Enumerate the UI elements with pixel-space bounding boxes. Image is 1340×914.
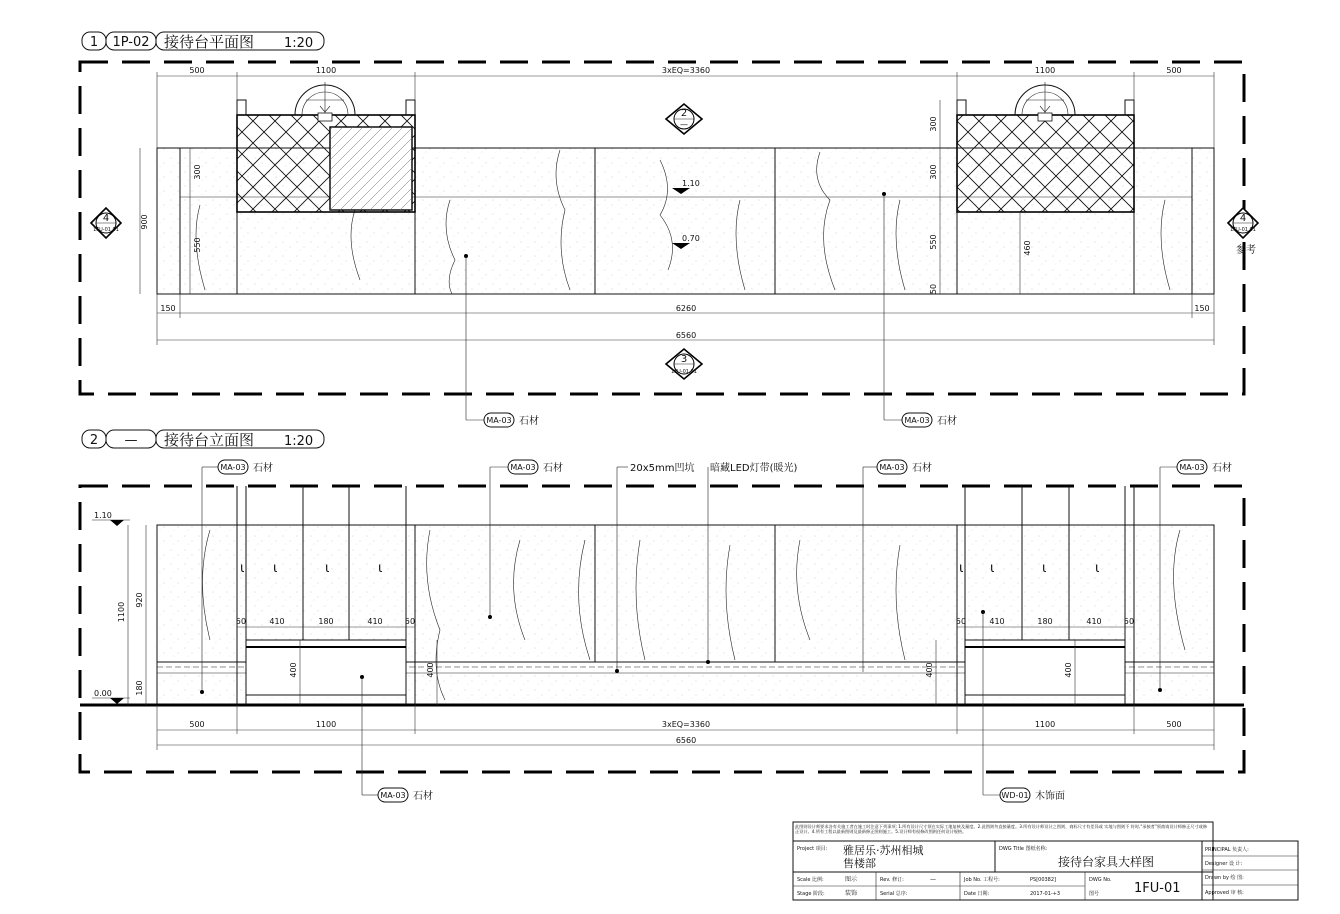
title-project-line1: 雅居乐·苏州相城 bbox=[843, 844, 924, 857]
elev-bottom-label-1-code: MA-03 bbox=[380, 791, 406, 800]
break-mark: ι bbox=[273, 561, 278, 576]
plan-title: 接待台平面图 bbox=[164, 33, 255, 51]
title-stage-label: Stage 阶段: bbox=[797, 891, 825, 897]
elev-dim-bottom-2: 1100 bbox=[315, 720, 337, 729]
elev-drawer-dim-left-2: 410 bbox=[269, 617, 285, 626]
plan-left-glass-hatch bbox=[330, 127, 412, 210]
elev-bottom-label-1-text: 石材 bbox=[413, 791, 433, 802]
title-scale-value: 图示 bbox=[845, 876, 858, 883]
plan-callout-right bbox=[1228, 208, 1258, 238]
elev-top-label-5-code: MA-03 bbox=[879, 463, 905, 472]
elev-drawer-dim-right-3: 180 bbox=[1037, 617, 1053, 626]
plan-dim-inner-total: 6260 bbox=[675, 304, 697, 313]
plan-dim-height: 900 bbox=[140, 214, 149, 230]
plan-callout-top-no: 2 bbox=[680, 108, 688, 119]
plan-dim-top-5: 500 bbox=[1166, 66, 1182, 75]
plan-callout-top bbox=[666, 104, 702, 134]
elev-drawer-dim-left-3: 180 bbox=[318, 617, 334, 626]
elev-dim-bottom-3: 3xEQ=3360 bbox=[661, 720, 711, 729]
plan-dim-top-2: 1100 bbox=[315, 66, 337, 75]
title-approved-label: Approved 审 核: bbox=[1205, 890, 1244, 896]
plan-level-lower: 0.70 bbox=[682, 234, 700, 243]
elev-dim-total: 6560 bbox=[675, 736, 697, 745]
elev-level-top-marker bbox=[110, 520, 124, 526]
break-mark: ι bbox=[240, 561, 245, 576]
elev-left-drawer bbox=[246, 640, 406, 695]
elev-dim-400-b: 400 bbox=[426, 662, 435, 678]
plan-dim-total: 6560 bbox=[675, 331, 697, 340]
plan-callout-bottom-ref: 1FU-01.01 bbox=[671, 369, 697, 375]
plan-dim-right-300b: 300 bbox=[929, 164, 938, 180]
plan-scale: 1:20 bbox=[284, 36, 314, 51]
elev-scale: 1:20 bbox=[284, 434, 314, 449]
plan-dim-top-3: 3xEQ=3360 bbox=[661, 66, 711, 75]
elev-top-label-3-text: 20x5mm凹坑 bbox=[630, 463, 695, 474]
title-scale-label: Scale 比例: bbox=[797, 877, 824, 883]
elev-dim-920: 920 bbox=[135, 592, 144, 608]
plan-dim-left-300: 300 bbox=[193, 164, 202, 180]
elev-drawer-dim-right-1: 50 bbox=[955, 617, 967, 626]
elev-drawer-dim-right-4: 410 bbox=[1086, 617, 1102, 626]
plan-dim-left-550: 550 bbox=[193, 237, 202, 253]
elev-top-label-5-text: 石材 bbox=[912, 463, 932, 474]
title-block bbox=[793, 822, 1298, 900]
title-stage-value: 装饰 bbox=[845, 890, 858, 897]
plan-material-2-text: 石材 bbox=[937, 416, 957, 427]
plan-callout-left-ref: 1FU-01.01 bbox=[93, 227, 119, 233]
title-dwg-title-label: DWG Title 图纸名称: bbox=[999, 846, 1048, 852]
elev-tag-ref: — bbox=[124, 433, 138, 448]
break-mark: ι bbox=[378, 561, 383, 576]
title-dwgno-label2: 图号 bbox=[1089, 891, 1100, 897]
plan-dim-right-300a: 300 bbox=[929, 116, 938, 132]
plan-dim-right-460: 460 bbox=[1023, 240, 1032, 256]
break-mark: ι bbox=[990, 561, 995, 576]
elev-drawer-dim-left-4: 410 bbox=[367, 617, 383, 626]
title-dwgno-label: DWG No. bbox=[1089, 877, 1112, 883]
plan-view bbox=[80, 32, 1258, 427]
plan-material-1-text: 石材 bbox=[519, 416, 539, 427]
elev-title: 接待台立面图 bbox=[164, 431, 255, 449]
plan-dim-right-side: 150 bbox=[1194, 304, 1210, 313]
elev-tag-no: 2 bbox=[89, 433, 99, 448]
title-dwgno-value: 1FU-01 bbox=[1134, 881, 1181, 896]
plan-dim-left-side: 150 bbox=[160, 304, 176, 313]
title-serial-label: Serial 总序: bbox=[880, 891, 908, 897]
plan-tag-no: 1 bbox=[89, 35, 99, 50]
break-mark: ι bbox=[1095, 561, 1100, 576]
plan-callout-bottom-no: 3 bbox=[680, 354, 688, 365]
break-mark: ι bbox=[959, 561, 964, 576]
title-jobno-label: Job No. 工程号: bbox=[964, 877, 1000, 883]
plan-callout-top-ref: — bbox=[680, 120, 688, 129]
elev-dim-bottom-1: 500 bbox=[189, 720, 205, 729]
title-project-label: Project 项目: bbox=[797, 846, 828, 852]
elev-bottom-label-2-code: WD-01 bbox=[1001, 791, 1029, 800]
plan-callout-right-no: 4 bbox=[1239, 213, 1247, 224]
title-rev-value: — bbox=[930, 876, 936, 883]
title-notes-wrap bbox=[795, 822, 1211, 841]
elev-dim-400-c: 400 bbox=[925, 662, 934, 678]
title-date-label: Date 日期: bbox=[964, 891, 990, 897]
elev-right-drawer bbox=[965, 640, 1125, 695]
elev-dim-400-d: 400 bbox=[1064, 662, 1073, 678]
elev-top-label-1-code: MA-03 bbox=[220, 463, 246, 472]
elevation-view bbox=[80, 430, 1244, 802]
plan-material-2-code: MA-03 bbox=[904, 416, 930, 425]
plan-ref-note: 参考 bbox=[1236, 245, 1256, 256]
plan-dim-top-1: 500 bbox=[189, 66, 205, 75]
elev-level-floor-marker bbox=[110, 698, 124, 704]
elev-drawer-dim-right-2: 410 bbox=[989, 617, 1005, 626]
elev-dim-bottom-5: 500 bbox=[1166, 720, 1182, 729]
title-date-value: 2017-01-+3 bbox=[1030, 891, 1061, 897]
elev-dim-180: 180 bbox=[135, 680, 144, 696]
break-mark: ι bbox=[1042, 561, 1047, 576]
elev-drawer-dim-left-5: 50 bbox=[404, 617, 416, 626]
plan-callout-left-no: 4 bbox=[102, 213, 110, 224]
elev-dim-400-a: 400 bbox=[289, 662, 298, 678]
elev-top-label-6-code: MA-03 bbox=[1179, 463, 1205, 472]
plan-level-upper: 1.10 bbox=[682, 179, 700, 188]
elev-dim-bottom-4: 1100 bbox=[1034, 720, 1056, 729]
elev-dim-1100: 1100 bbox=[117, 601, 126, 623]
elev-top-label-2-code: MA-03 bbox=[510, 463, 536, 472]
plan-callout-left bbox=[91, 208, 121, 238]
elev-bottom-label-2-text: 木饰面 bbox=[1035, 791, 1065, 802]
elev-drawer-dim-left-1: 50 bbox=[235, 617, 247, 626]
title-rev-label: Rev. 修订: bbox=[880, 877, 904, 883]
elev-top-label-2-text: 石材 bbox=[543, 463, 563, 474]
elev-drawer-dim-right-5: 50 bbox=[1123, 617, 1135, 626]
elev-level-floor: 0.00 bbox=[94, 689, 112, 698]
break-mark: ι bbox=[325, 561, 330, 576]
title-jobno-value: PS[00382] bbox=[1030, 877, 1056, 883]
plan-dim-top-4: 1100 bbox=[1034, 66, 1056, 75]
title-project-line2: 售楼部 bbox=[843, 857, 876, 870]
plan-material-1-code: MA-03 bbox=[486, 416, 512, 425]
elev-top-label-1-text: 石材 bbox=[253, 463, 273, 474]
plan-tag-ref: 1P-02 bbox=[112, 35, 150, 50]
plan-callout-right-ref: 1FU-01.01 bbox=[1230, 227, 1256, 233]
title-drawn-label: Drawn by 绘 图: bbox=[1205, 875, 1244, 881]
title-notes: 此图则设计师要求各有关施工者在施工时注意下列事项: 1.所有设计尺寸须在实际工地复核及量度。2.此图则勿直接量度。3.所有设计师设计之图则、商标尺寸有差异或 实地与图则不 符时,"承接者"须商请设计师修正尺寸或修正设计。4.所有工程以最新图则及最新修正图则施工。5.设计师有权修改图则任何设计规格。 bbox=[795, 824, 1208, 834]
title-dwg-title: 接待台家具大样图 bbox=[1058, 855, 1155, 869]
elev-top-label-6-text: 石材 bbox=[1212, 463, 1232, 474]
plan-callout-bottom bbox=[666, 349, 702, 379]
elev-level-top: 1.10 bbox=[94, 511, 112, 520]
title-designer-label: Designer 设 计: bbox=[1205, 861, 1243, 867]
plan-right-cabinet bbox=[957, 115, 1134, 212]
title-principal-label: PRINCIPAL 负责人: bbox=[1205, 847, 1249, 853]
plan-dim-right-50: 50 bbox=[929, 283, 938, 295]
plan-dim-right-550: 550 bbox=[929, 234, 938, 250]
elev-top-label-4-text: 暗藏LED灯带(暖光) bbox=[710, 463, 798, 474]
